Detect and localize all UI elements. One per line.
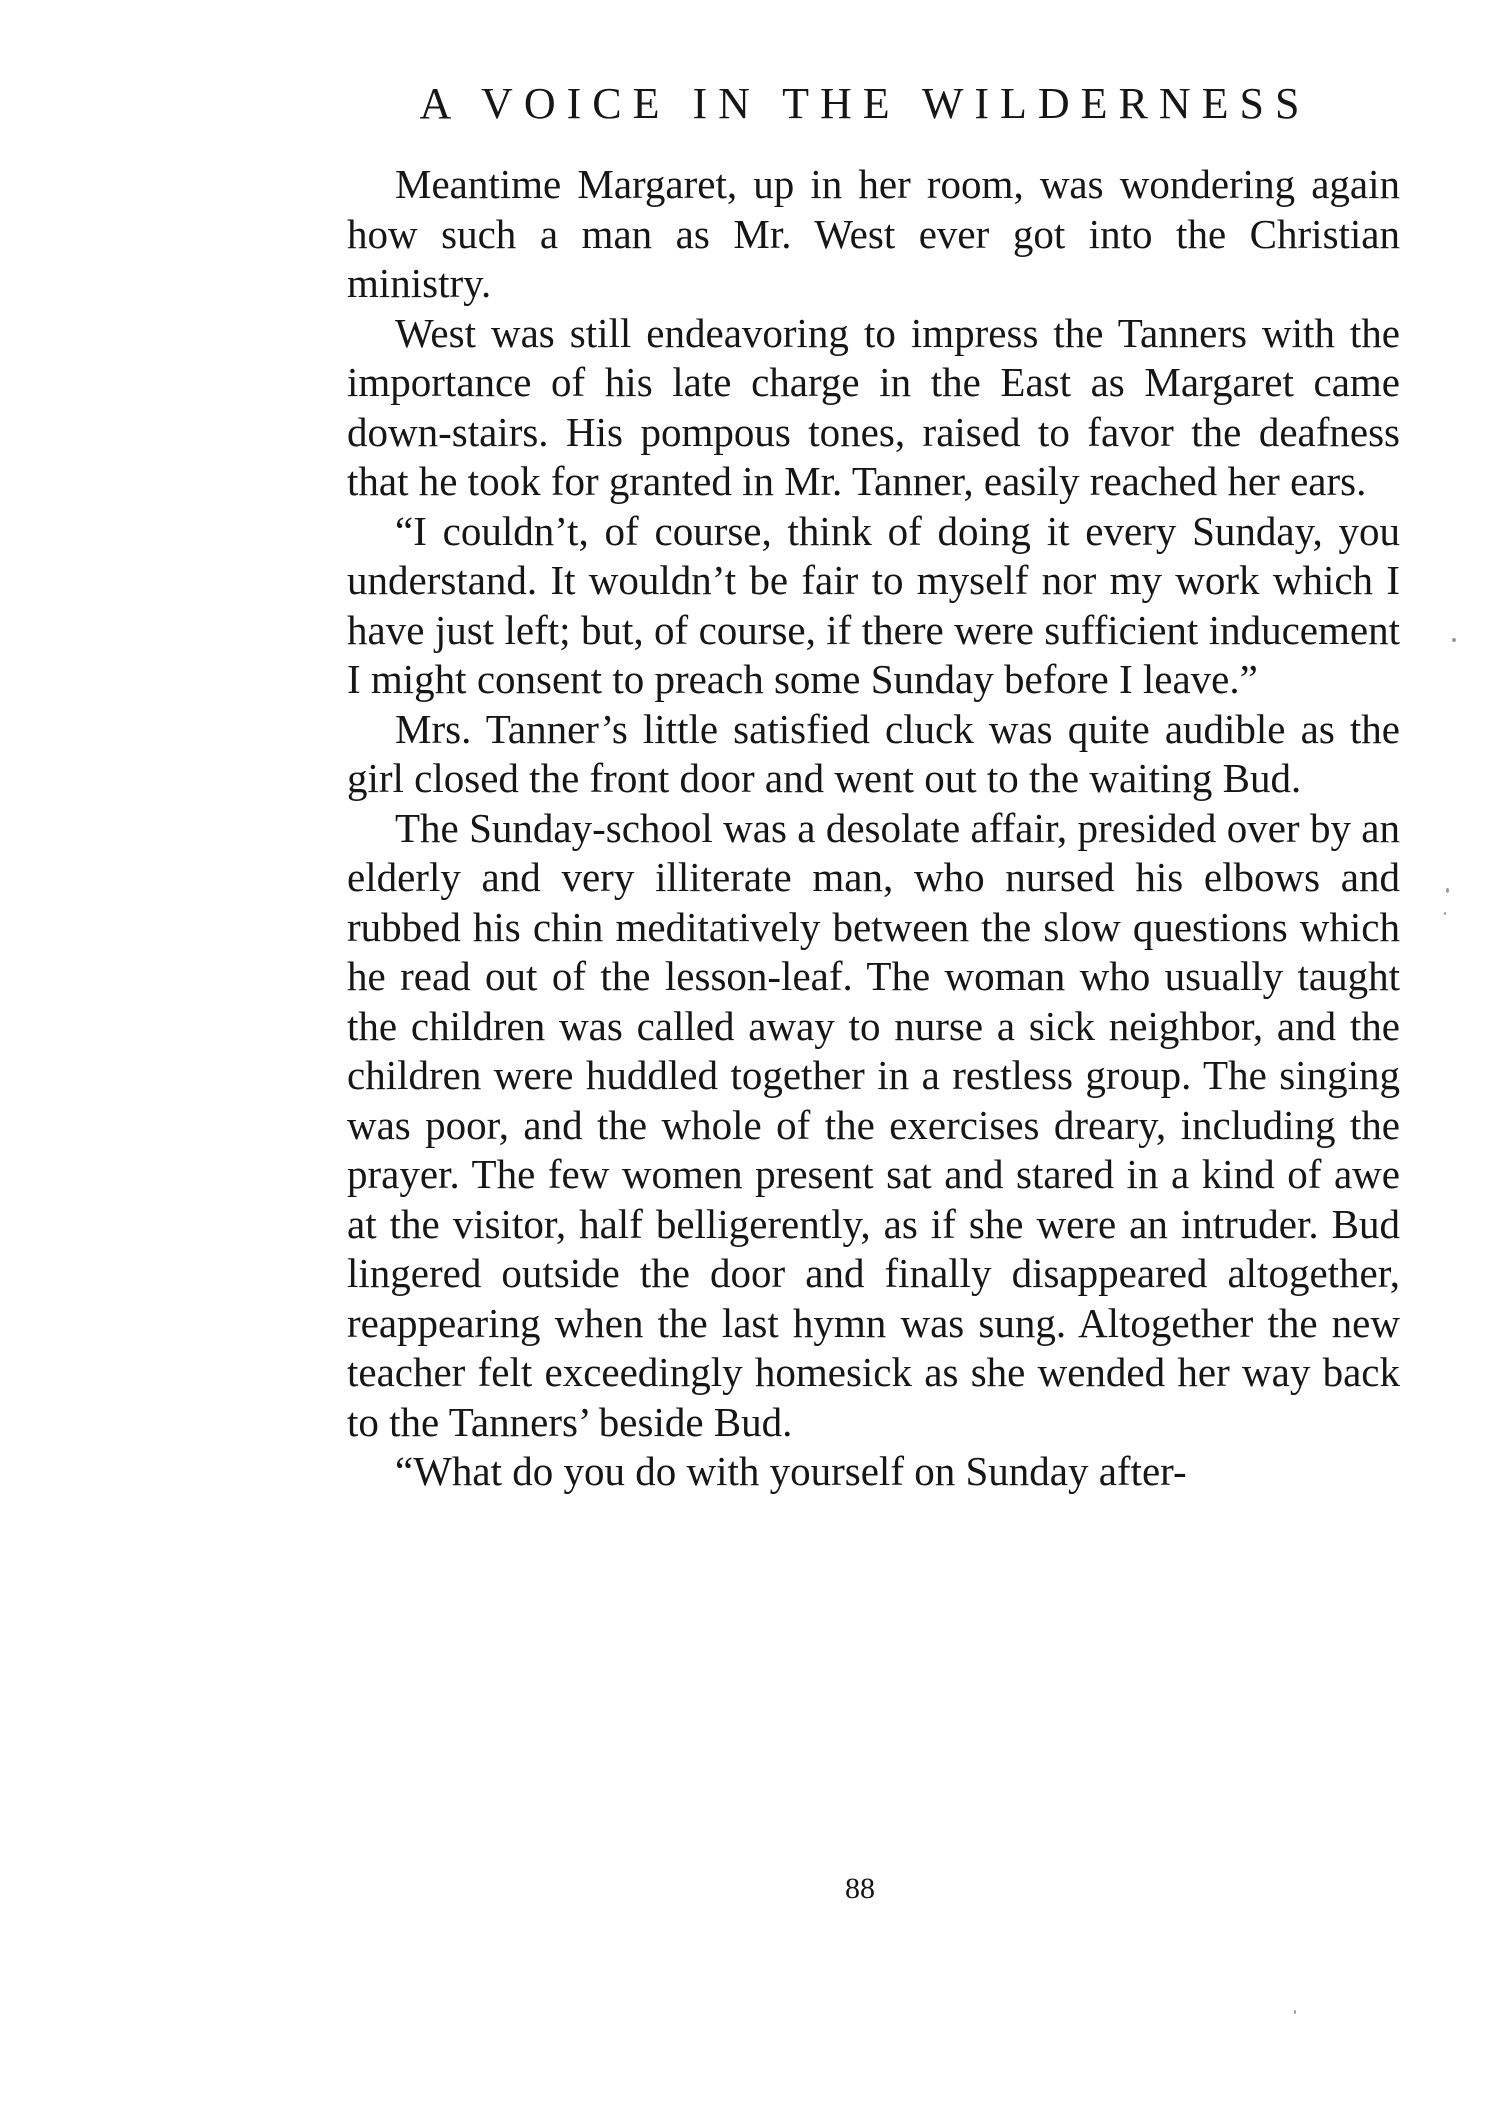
paragraph: Meantime Margaret, up in her room, was wondering again how such a man as Mr. West ever got into the Christian ministry.	[347, 161, 1400, 306]
scan-speck	[1446, 888, 1449, 893]
paragraph: “What do you do with yourself on Sunday after-	[395, 1448, 1187, 1494]
scan-speck	[1452, 638, 1456, 642]
scan-speck	[1444, 912, 1446, 915]
body-text	[347, 160, 1400, 1497]
paragraph: Mrs. Tanner’s little satisfied cluck was quite audible as the girl closed the front door and went out to the waiting Bud.	[347, 705, 1400, 801]
paragraph: “I couldn’t, of course, think of doing it every Sunday, you understand. It wouldn’t be fair to myself nor my work which I have just left; but, of course, if there were sufficient inducement I might consent to preach some Sunday before I leave.”	[347, 507, 1400, 702]
paragraph: West was still endeavoring to impress the Tanners with the importance of his late charge in the East as Margaret came down-stairs. His pompous tones, raised to favor the deafness that he took for granted in Mr. Tanner, easily reached her ears.	[347, 309, 1400, 504]
page-number: 88	[845, 1872, 875, 1905]
scan-speck	[1294, 2010, 1296, 2014]
paragraph: The Sunday-school was a desolate affair, presided over by an elderly and very illiterate man, who nursed his elbows and rubbed his chin meditatively between the slow questions which he read out of the lesson-leaf. The woman who usually taught the children was called away to nurse a sick neighbor, and the children were huddled together in a restless group. The singing was poor, and the whole of the exercises dreary, including the prayer. The few women present sat and stared in a kind of awe at the visitor, half belligerently, as if she were an intruder. Bud lingered outside the door and finally disappeared altogether, reappearing when the last hymn was sung. Altogether the new teacher felt exceedingly homesick as she wended her way back to the Tanners’ beside Bud.	[347, 804, 1400, 1445]
running-head: A VOICE IN THE WILDERNESS	[419, 79, 1311, 128]
